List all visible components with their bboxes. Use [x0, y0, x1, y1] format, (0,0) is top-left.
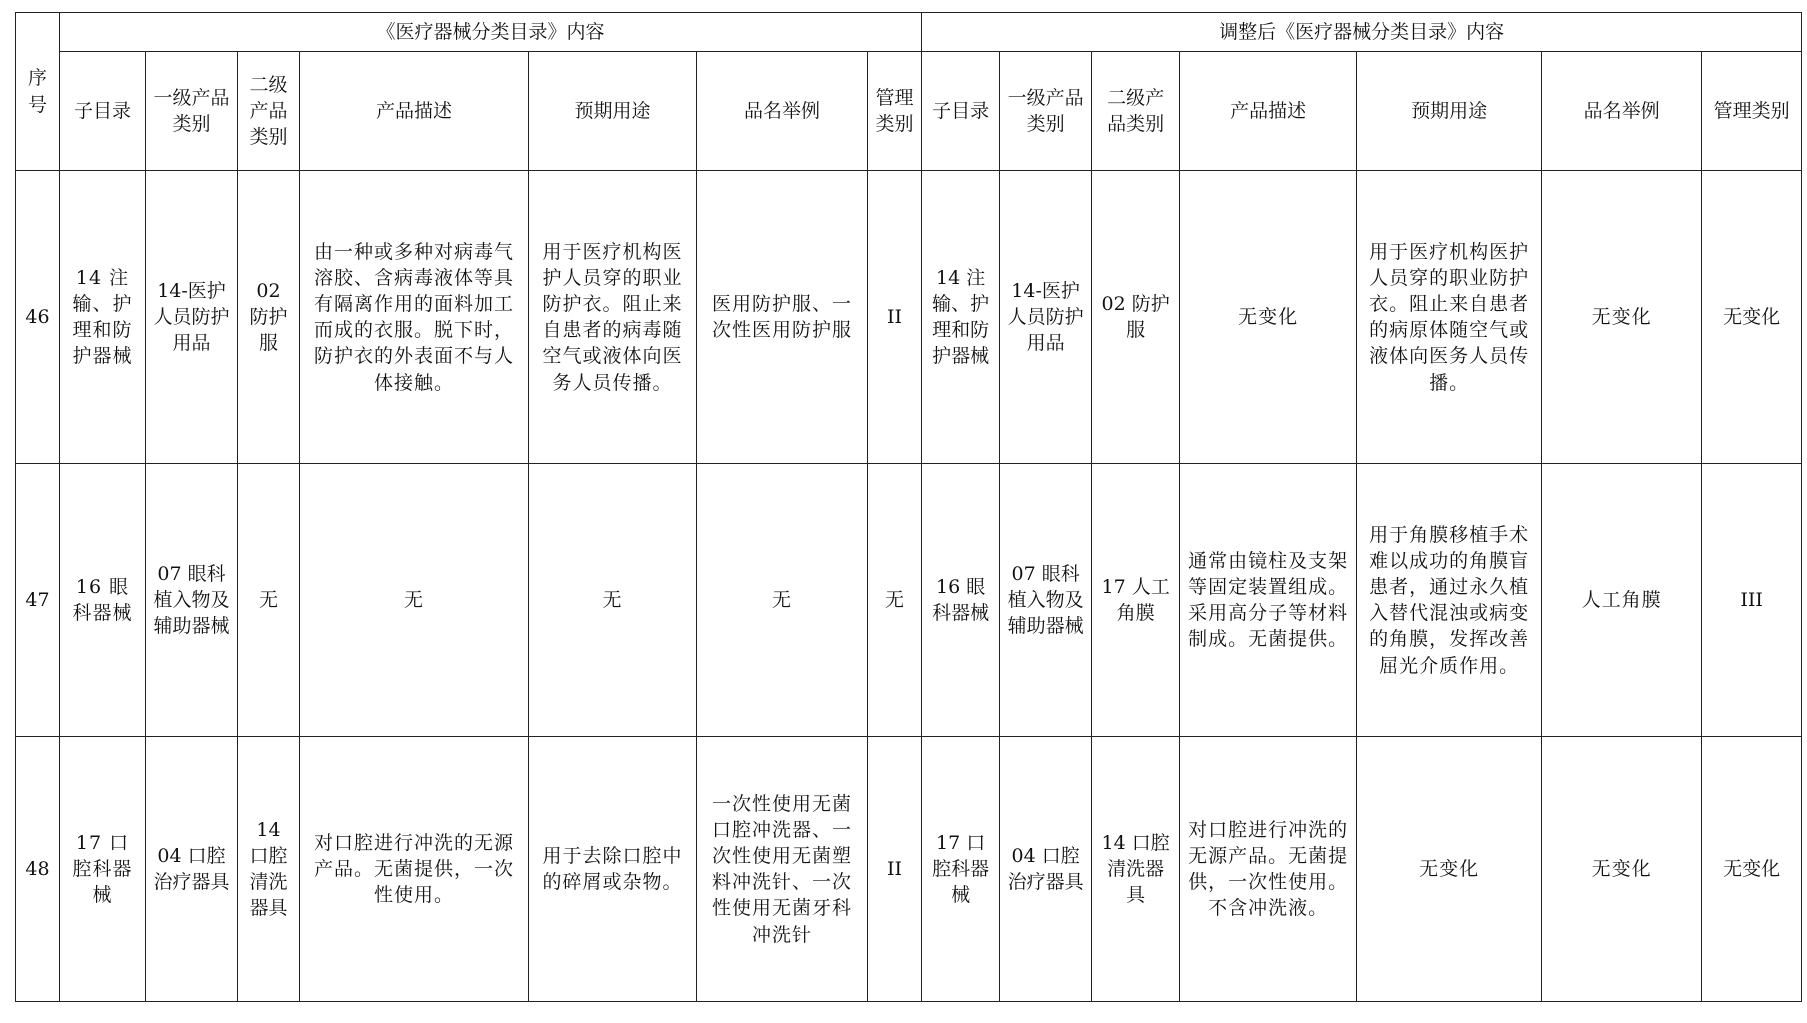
original-secondary-category: 无 — [238, 464, 300, 737]
header-original-management-class: 管理类别 — [868, 52, 922, 171]
original-intended-use: 用于医疗机构医护人员穿的职业防护衣。阻止来自患者的病毒随空气或液体向医务人员传播。 — [529, 171, 697, 464]
original-primary-category: 04 口腔治疗器具 — [146, 737, 238, 1002]
header-adjusted-intended-use: 预期用途 — [1357, 52, 1542, 171]
adjusted-primary-category: 07 眼科植入物及辅助器械 — [1000, 464, 1092, 737]
adjusted-management-class: III — [1702, 464, 1802, 737]
original-examples: 一次性使用无菌口腔冲洗器、一次性使用无菌塑料冲洗针、一次性使用无菌牙科冲洗针 — [697, 737, 868, 1002]
row-seq: 48 — [16, 737, 60, 1002]
adjusted-intended-use: 用于医疗机构医护人员穿的职业防护衣。阻止来自患者的病原体随空气或液体向医务人员传播。 — [1357, 171, 1542, 464]
header-original-intended-use: 预期用途 — [529, 52, 697, 171]
original-description: 对口腔进行冲洗的无源产品。无菌提供，一次性使用。 — [300, 737, 529, 1002]
original-management-class: II — [868, 171, 922, 464]
adjusted-primary-category: 14-医护人员防护用品 — [1000, 171, 1092, 464]
table-row — [16, 171, 1802, 464]
header-adjusted-examples: 品名举例 — [1542, 52, 1702, 171]
header-original-description: 产品描述 — [300, 52, 529, 171]
header-row-columns — [16, 52, 1802, 171]
original-examples: 无 — [697, 464, 868, 737]
adjusted-management-class: 无变化 — [1702, 171, 1802, 464]
adjusted-examples: 无变化 — [1542, 737, 1702, 1002]
header-original-group: 《医疗器械分类目录》内容 — [60, 13, 922, 52]
header-adjusted-secondary-category: 二级产品类别 — [1092, 52, 1180, 171]
original-secondary-category: 14 口腔清洗器具 — [238, 737, 300, 1002]
original-primary-category: 07 眼科植入物及辅助器械 — [146, 464, 238, 737]
adjusted-intended-use: 无变化 — [1357, 737, 1542, 1002]
adjusted-secondary-category: 17 人工角膜 — [1092, 464, 1180, 737]
header-adjusted-primary-category: 一级产品类别 — [1000, 52, 1092, 171]
table-row — [16, 464, 1802, 737]
adjusted-subdirectory: 14 注输、护理和防护器械 — [922, 171, 1000, 464]
header-adjusted-description: 产品描述 — [1180, 52, 1357, 171]
adjusted-secondary-category: 14 口腔清洗器具 — [1092, 737, 1180, 1002]
adjusted-description: 对口腔进行冲洗的无源产品。无菌提供，一次性使用。不含冲洗液。 — [1180, 737, 1357, 1002]
adjusted-subdirectory: 16 眼科器械 — [922, 464, 1000, 737]
adjusted-primary-category: 04 口腔治疗器具 — [1000, 737, 1092, 1002]
original-examples: 医用防护服、一次性医用防护服 — [697, 171, 868, 464]
original-secondary-category: 02 防护服 — [238, 171, 300, 464]
original-management-class: 无 — [868, 464, 922, 737]
table-row — [16, 737, 1802, 1002]
adjusted-examples: 人工角膜 — [1542, 464, 1702, 737]
adjusted-examples: 无变化 — [1542, 171, 1702, 464]
original-subdirectory: 14 注输、护理和防护器械 — [60, 171, 146, 464]
header-adjusted-subdirectory: 子目录 — [922, 52, 1000, 171]
header-row-groups — [16, 13, 1802, 52]
adjusted-description: 无变化 — [1180, 171, 1357, 464]
header-seq: 序号 — [16, 13, 60, 171]
row-seq: 46 — [16, 171, 60, 464]
original-primary-category: 14-医护人员防护用品 — [146, 171, 238, 464]
original-intended-use: 用于去除口腔中的碎屑或杂物。 — [529, 737, 697, 1002]
adjusted-description: 通常由镜柱及支架等固定装置组成。采用高分子等材料制成。无菌提供。 — [1180, 464, 1357, 737]
adjusted-secondary-category: 02 防护服 — [1092, 171, 1180, 464]
original-intended-use: 无 — [529, 464, 697, 737]
original-description: 由一种或多种对病毒气溶胶、含病毒液体等具有隔离作用的面料加工而成的衣服。脱下时，防护衣的外表面不与人体接触。 — [300, 171, 529, 464]
original-subdirectory: 17 口腔科器械 — [60, 737, 146, 1002]
original-subdirectory: 16 眼科器械 — [60, 464, 146, 737]
header-original-examples: 品名举例 — [697, 52, 868, 171]
header-original-subdirectory: 子目录 — [60, 52, 146, 171]
original-description: 无 — [300, 464, 529, 737]
catalog-adjustment-table — [15, 12, 1802, 1002]
header-adjusted-management-class: 管理类别 — [1702, 52, 1802, 171]
row-seq: 47 — [16, 464, 60, 737]
original-management-class: II — [868, 737, 922, 1002]
header-adjusted-group: 调整后《医疗器械分类目录》内容 — [922, 13, 1802, 52]
header-original-primary-category: 一级产品类别 — [146, 52, 238, 171]
adjusted-intended-use: 用于角膜移植手术难以成功的角膜盲患者，通过永久植入替代混浊或病变的角膜，发挥改善屈光介质作用。 — [1357, 464, 1542, 737]
adjusted-subdirectory: 17 口腔科器械 — [922, 737, 1000, 1002]
adjusted-management-class: 无变化 — [1702, 737, 1802, 1002]
header-original-secondary-category: 二级产品类别 — [238, 52, 300, 171]
